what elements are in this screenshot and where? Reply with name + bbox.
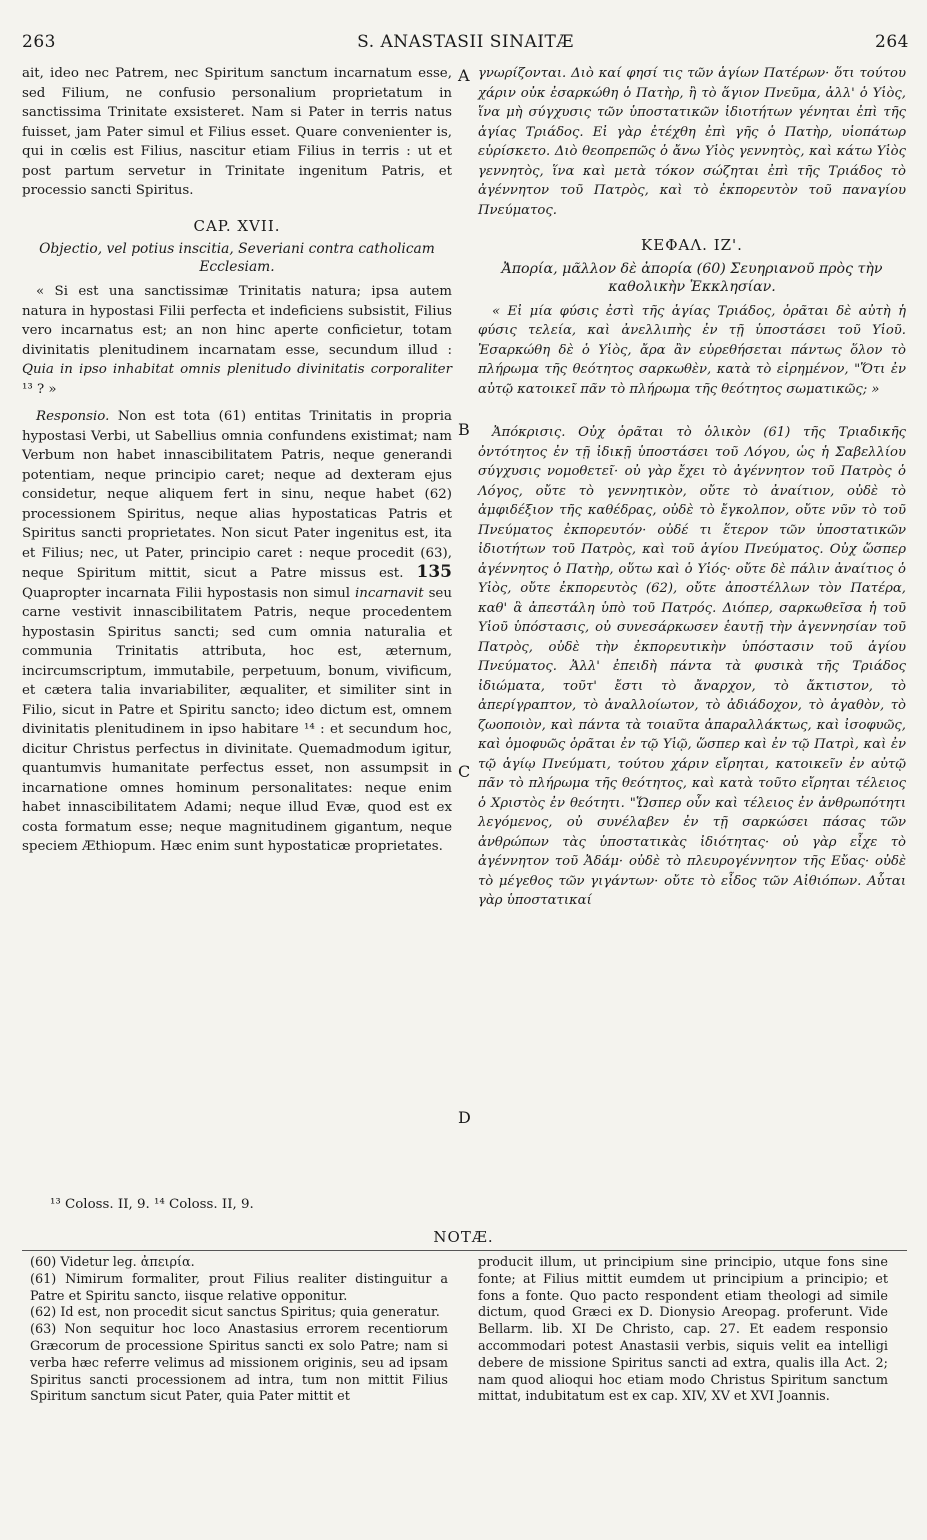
note-63: (63) Non sequitur hoc loco Anastasius errorem recentiorum Græcorum de processione Spiritus sancti ex solo Patre; nam si verba hæc referre velimus ad missionem originis, seu ad ipsam Spiritus sancti processionem ad intra, tum non mittit Filius Spiritum sanctum sicut Pater, quia Pater mittit et	[30, 1322, 448, 1405]
footnotes: ¹³ Coloss. II, 9. ¹⁴ Coloss. II, 9.	[50, 1197, 254, 1212]
latin-chapter-subtitle: Objectio, vel potius inscitia, Severiani contra catholicam Ecclesiam.	[39, 241, 435, 275]
greek-objection-text: « Εἰ μία φύσις ἐστὶ τῆς ἁγίας Τριάδος, ὁρᾶται δὲ αὐτὴ ἡ φύσις τελεία, καὶ ἀνελλιπὴς ἐν τῇ ὑποστάσει τοῦ Υἱοῦ. Ἐσαρκώθη δὲ ὁ Υἱὸς, ἄρα ἂν εὑρεθήσεται πάντως ὅλον τὸ πλήρωμα τῆς θεότητος σαρκωθὲν, κατὰ τὸ εἰρημένον,	[478, 303, 906, 377]
latin-objection-quote: Quia in ipso inhabitat omnis plenitudo divinitatis corporaliter	[22, 362, 452, 377]
greek-chapter-subtitle: Ἀπορία, μᾶλλον δὲ ἀπορία (60) Σευηριανοῦ πρὸς τὴν καθολικὴν Ἐκκλησίαν.	[501, 260, 883, 295]
latin-response-text-a: Non est tota (61) entitas Trinitatis in propria hypostasi Verbi, ut Sabellius omnia confundens existimat; nam Verbum non habet innascibilitatem Patris, neque generandi potentiam, neque principio caret; neque ad dexteram ejus considetur, neque aliquem fert in sinu, neque habet (62) processionem Spiritus, neque alias hypostaticas Patris et Spiritus sancti proprietates. Non sicut Pater ingenitus est, ita et Filius; nec, ut Pater, principio caret : neque procedit (63), neque Spiritum mittit, sicut a Patre missus est.	[22, 409, 452, 581]
notes-divider	[22, 1250, 907, 1251]
greek-objection-paragraph	[478, 302, 906, 400]
note-62: (62) Id est, non procedit sicut sanctus Spiritus; quia generatur.	[30, 1305, 440, 1321]
latin-response-paragraph	[22, 407, 452, 857]
notes-heading: NOTÆ.	[433, 1228, 494, 1246]
notes-right-column	[478, 1255, 888, 1406]
note-63-continued: producit illum, ut principium sine principio, utque fons sine fonte; at Filius mittit eumdem ut principium a principio; et fons a fonte. Quo pacto respondent etiam theologi ad simile dictum, quod Græci ex D. Dionysio Areopag. proferunt. Vide Bellarm. lib. XI De Christo, cap. 27. Et eadem responsio accommodari potest Anastasii verbis, siquis velit ea intelligi debere de missione Spiritus sancti ad extra, qualis illa Act. 2; nam quod alioqui hoc etiam modo Christus Spiritum sanctum mittat, indubitatum est ex cap. XIV, XV et XVI Joannis.	[478, 1255, 888, 1405]
greek-chapter-title: ΚΕΦΑΛ. ΙΖ'.	[641, 236, 743, 254]
running-title: S. ANASTASII SINAITÆ	[357, 32, 574, 52]
notes-left-column	[30, 1255, 448, 1406]
greek-intro-paragraph: γνωρίζονται. Διὸ καί φησί τις τῶν ἁγίων Πατέρων· ὅτι τούτου χάριν οὐκ ἐσαρκώθη ὁ Πατὴρ, ἢ τὸ ἅγιον Πνεῦμα, ἀλλ' ὁ Υἱὸς, ἵνα μὴ σύγχυσις τῶν ὑποστατικῶν ἰδιοτήτων γένηται ἐπὶ τῆς ἁγίας Τριάδος. Εἰ γὰρ ἐτέχθη ἐπὶ γῆς ὁ Πατὴρ, υἱοπάτωρ εὑρίσκετο. Διὸ θεοπρεπῶς ὁ ἄνω Υἱὸς γεννητὸς, καὶ κάτω Υἱὸς γεννητὸς, ἵνα καὶ μετὰ τόκον σώζηται ἐπὶ τῆς Τριάδος τὸ ἀγέννητον τοῦ Πατρὸς, καὶ τὸ ἐκπορευτὸν τοῦ παναγίου Πνεύματος.	[478, 66, 906, 218]
greek-response-label: Ἀπόκρισις.	[492, 425, 566, 440]
note-61: (61) Nimirum formaliter, prout Filius realiter distinguitur a Patre et Spiritu sancto, iisque relative opponitur.	[30, 1271, 448, 1304]
greek-objection-end: »	[867, 381, 880, 397]
latin-objection-text: « Si est una sanctissimæ Trinitatis natura; ipsa autem natura in hypostasi Filii perfecta et indeficiens subsistit, Filius vero incarnatus est; an non hinc aperte conficietur, totam divinitatis plenitudinem incarnatam esse, secundum illud :	[22, 284, 452, 358]
column-number-marker: 135	[416, 562, 452, 582]
latin-intro-paragraph: ait, ideo nec Patrem, nec Spiritum sanctum incarnatum esse, sed Filium, ne confusio personalium proprietatum in sanctissima Trinitate exsisteret. Nam si Pater in terris natus fuisset, jam Pater simul et Filius esset. Quare convenienter is, qui in cœlis est Filius, nascitur etiam Filius in terris : ut et post partum servetur in Trinitate ingenitum Patris, et processio sancti Spiritus.	[22, 66, 452, 198]
latin-response-italic: incarnavit	[354, 585, 424, 601]
latin-response-text-b2: seu carne vestivit innascibilitatem Patris, neque procedentem hypostasin Spiritus sancti; sed cum omnia naturalia et communia Trinitatis attributa, hoc est, æternum, incircumscriptum, immutabile, perpetuum, bonum, vivificum, et cætera talia invariabiliter, æqualiter, et similiter sint in Filio, sicut in Patre et Spiritu sancto; ideo dictum est, omnem divinitatis plenitudinem in ipso habitare ¹⁴ : et secundum hoc, dicitur Christus perfectus in divinitate. Quemadmodum igitur, quantumvis humanitate perfectus esset, non assumpsit in incarnatione omnes hominum personalitates: neque enim habet innascibilitatem Adami; neque illud Evæ, quod est ex costa formatum esse; neque magnitudinem gigantum, neque speciem Æthiopum. Hæc enim sunt hypostaticæ proprietates.	[22, 585, 452, 854]
margin-letter-a: A	[458, 66, 470, 85]
running-header	[22, 32, 909, 56]
latin-response-text-b1: Quapropter incarnata Filii hypostasis non simul	[22, 585, 355, 601]
latin-objection-paragraph	[22, 282, 452, 399]
greek-objection-quote: "Ὅτι ἐν αὐτῷ κατοικεῖ πᾶν τὸ πλήρωμα τῆς θεότητος σωματικῶς;	[478, 362, 906, 397]
margin-letter-b: B	[458, 420, 470, 439]
latin-response-label: Responsio.	[36, 409, 110, 424]
latin-chapter-title: CAP. XVII.	[193, 216, 281, 235]
greek-column	[478, 64, 906, 911]
margin-letter-c: C	[458, 762, 471, 781]
margin-letter-d: D	[458, 1108, 471, 1127]
note-60: (60) Videtur leg. ἀπειρία.	[30, 1255, 195, 1270]
page-number-left: 263	[22, 32, 56, 52]
greek-response-text: Οὐχ ὁρᾶται τὸ ὁλικὸν (61) τῆς Τριαδικῆς ὀντότητος ἐν τῇ ἰδικῇ ὑποστάσει τοῦ Λόγου, ὡς ἡ Σαβελλίου σύγχυσις νομοθετεῖ· οὐ γὰρ ἔχει τὸ ἀγέννητον τοῦ Πατρὸς ὁ Λόγος, οὔτε τὸ γεννητικὸν, οὔτε τὸ ἀναίτιον, οὐδὲ τὸ ἀμφιδέξιον τῆς καθέδρας, οὐδὲ τὸ ἔγκολπον, οὔτε νῦν τὸ τοῦ Πνεύματος ἐκπορευτόν· οὐδέ τι ἕτερον τῶν ὑποστατικῶν ἰδιοτήτων τοῦ Πατρὸς, καὶ τοῦ ἁγίου Πνεύματος. Οὐχ ὥσπερ ἀγέννητος ὁ Πατὴρ, οὕτω καὶ ὁ Υἱός· οὔτε δὲ πάλιν ἀναίτιος ὁ Υἱὸς, οὔτε ἐκπορευτὸς (62), οὔτε ἀποστέλλων τὸν Πατέρα, καθ' ἃ ἀπεστάλη ὑπὸ τοῦ Πατρός. Διόπερ, σαρκωθεῖσα ἡ τοῦ Υἱοῦ ὑπόστασις, οὐ συνεσάρκωσεν ἑαυτῇ τὴν ἀγεννησίαν τοῦ Πατρὸς, οὐδὲ τὴν ἐκπορευτικὴν ὑπόστασιν τοῦ ἁγίου Πνεύματος. Ἀλλ' ἐπειδὴ πάντα τὰ φυσικὰ τῆς Τριάδος ἰδιώματα, τοῦτ' ἔστι τὸ ἄναρχον, τὸ ἄκτιστον, τὸ ἀπερίγραπτον, τὸ ἀναλλοίωτον, τὸ ἀδιάδοχον, τὸ ἀγαθὸν, τὸ ζωοποιὸν, καὶ πάντα τὰ τοιαῦτα ἀπαραλλάκτως, καὶ ἰσοφυῶς, καὶ ὁμοφυῶς ὁρᾶται ἐν τῷ Υἱῷ, ὥσπερ καὶ ἐν τῷ Πατρὶ, καὶ ἐν τῷ ἁγίῳ Πνεύματι, τούτου χάριν εἴρηται, κατοικεῖν ἐν αὐτῷ πᾶν τὸ πλήρωμα τῆς θεότητος, καὶ κατὰ τοῦτο εἴρηται τέλειος ὁ Χριστὸς ἐν θεότητι. "Ὥσπερ οὖν καὶ τέλειος ἐν ἀνθρωπότητι λεγόμενος, οὐ συνέλαβεν ἐν τῇ σαρκώσει πάσας τῶν ἀνθρώπων τὰς ὑποστατικὰς ἰδιότητας· οὐ γὰρ εἶχε τὸ ἀγέννητον τοῦ Ἀδάμ· οὐδὲ τὸ πλευρογέννητον τῆς Εὔας· οὐδὲ τὸ μέγεθος τῶν γιγάντων· οὔτε τὸ εἶδος τῶν Αἰθιόπων. Αὗται γὰρ ὑποστατικαί	[478, 425, 906, 908]
page-number-right: 264	[875, 32, 909, 52]
latin-objection-end: ¹³ ? »	[22, 381, 57, 397]
greek-response-paragraph	[478, 423, 906, 911]
latin-column	[22, 64, 452, 857]
